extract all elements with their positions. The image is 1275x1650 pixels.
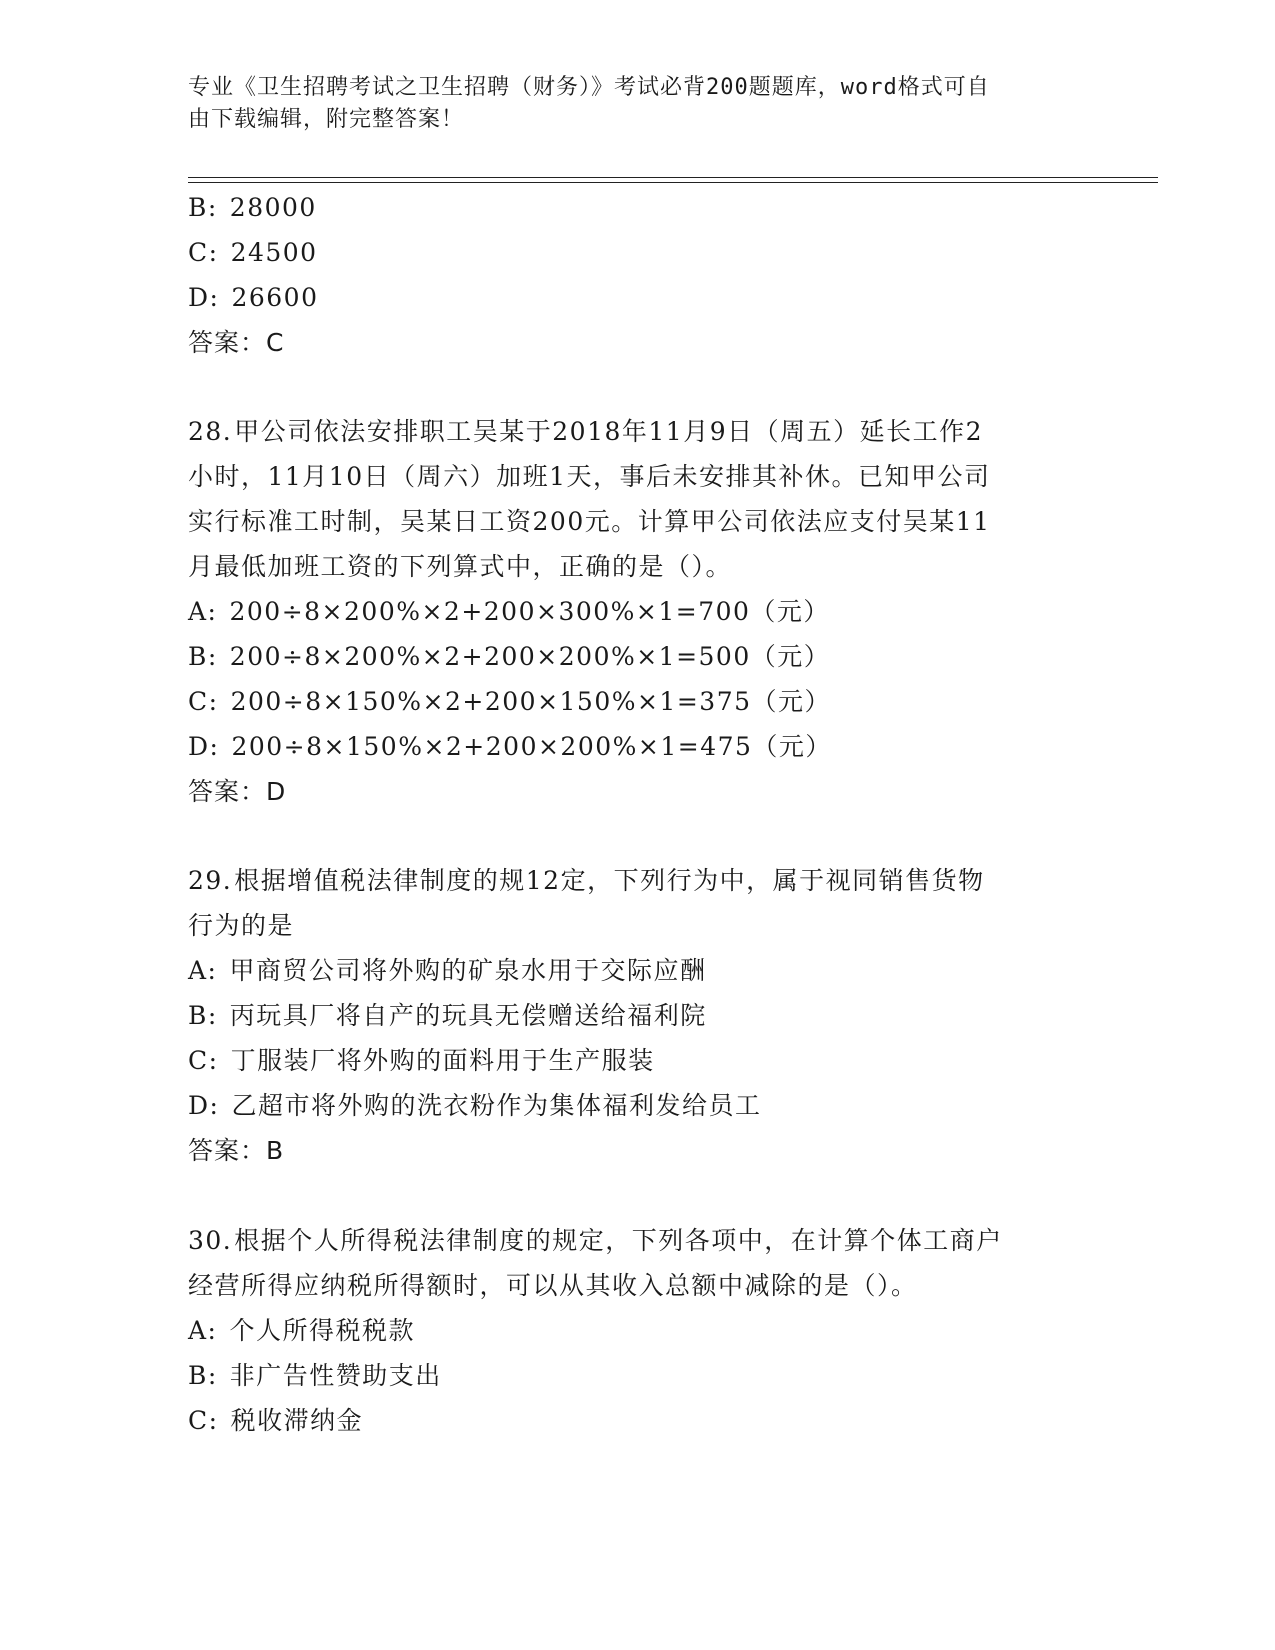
option-a: A: 甲商贸公司将外购的矿泉水用于交际应酬 <box>188 956 707 985</box>
question-28-text-line-4: 月最低加班工资的下列算式中，正确的是（）。 <box>188 552 733 581</box>
option-c: C: 税收滞纳金 <box>188 1406 364 1435</box>
option-c: C: 丁服装厂将外购的面料用于生产服装 <box>188 1046 655 1075</box>
option-c: C: 24500 <box>188 238 318 267</box>
question-number: 29. <box>188 866 233 895</box>
question-29-text-line-1: 29.根据增值税法律制度的规12定，下列行为中，属于视同销售货物 <box>188 866 985 895</box>
header-line-2: 由下载编辑，附完整答案！ <box>188 107 465 132</box>
option-c: C: 200÷8×150%×2+200×150%×1=375（元） <box>188 687 832 716</box>
option-d: D: 乙超市将外购的洗衣粉作为集体福利发给员工 <box>188 1091 762 1120</box>
header-divider-bottom <box>188 182 1158 183</box>
option-b: B: 丙玩具厂将自产的玩具无偿赠送给福利院 <box>188 1001 707 1030</box>
option-b: B: 非广告性赞助支出 <box>188 1361 442 1390</box>
question-number: 30. <box>188 1226 233 1255</box>
option-a: A: 个人所得税税款 <box>188 1316 415 1345</box>
answer-line: 答案：B <box>188 1136 285 1165</box>
option-a: A: 200÷8×200%×2+200×300%×1=700（元） <box>188 597 830 626</box>
option-b: B: 28000 <box>188 193 317 222</box>
option-b: B: 200÷8×200%×2+200×200%×1=500（元） <box>188 642 831 671</box>
header-line-1: 专业《卫生招聘考试之卫生招聘（财务）》考试必背200题题库，word格式可自 <box>188 75 990 100</box>
question-number: 28. <box>188 417 233 446</box>
header-divider-top <box>188 177 1158 178</box>
option-d: D: 26600 <box>188 283 319 312</box>
answer-line: 答案：C <box>188 328 285 357</box>
question-28-text-line-2: 小时，11月10日（周六）加班1天，事后未安排其补休。已知甲公司 <box>188 462 991 491</box>
answer-line: 答案：D <box>188 777 287 806</box>
question-28-text-line-1: 28.甲公司依法安排职工吴某于2018年11月9日（周五）延长工作2 <box>188 417 984 446</box>
question-28-text-line-3: 实行标准工时制，吴某日工资200元。计算甲公司依法应支付吴某11 <box>188 507 991 536</box>
document-header <box>188 72 1068 136</box>
option-d: D: 200÷8×150%×2+200×200%×1=475（元） <box>188 732 832 761</box>
question-30-text-line-2: 经营所得应纳税所得额时，可以从其收入总额中减除的是（）。 <box>188 1271 918 1300</box>
question-29-text-line-2: 行为的是 <box>188 911 295 940</box>
question-30-text-line-1: 30.根据个人所得税法律制度的规定，下列各项中，在计算个体工商户 <box>188 1226 1003 1255</box>
